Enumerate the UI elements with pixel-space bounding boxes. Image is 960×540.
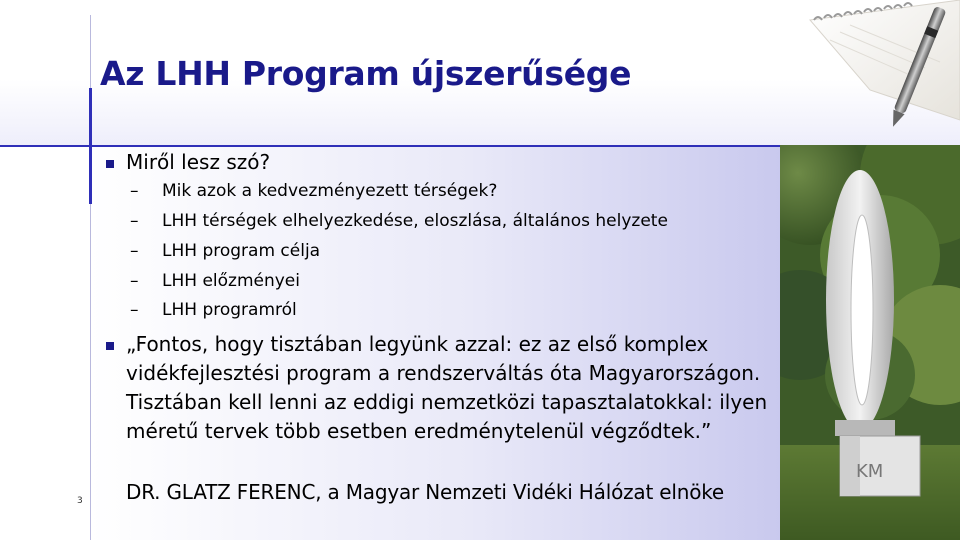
dash-bullet: – [130, 181, 139, 201]
slide-title: Az LHH Program újszerűsége [100, 54, 632, 93]
dash-bullet: – [130, 300, 139, 320]
sculpture-photo [780, 145, 960, 540]
dash-bullet: – [130, 271, 139, 291]
notebook-pen-icon [800, 0, 960, 140]
horizontal-accent-line [0, 145, 780, 147]
sub-item-2: LHH térségek elhelyezkedése, eloszlása, általános helyzete [162, 211, 668, 231]
quote-text: „Fontos, hogy tisztában legyünk azzal: ez az első komplex vidékfejlesztési program a rendszerváltás óta Magyarországon. Tisztában kell lenni az eddigi nemzetközi tapasztalatokkal: ilyen méretű tervek több esetben eredménytelenül végződtek.” [126, 332, 768, 443]
sub-item-1: Mik azok a kedvezményezett térségek? [162, 181, 498, 201]
bullet-item-1: Miről lesz szó? [126, 150, 271, 174]
sculpture-engraving: KM [856, 461, 884, 482]
sub-item-4: LHH előzményei [162, 271, 300, 291]
page-number: 3 [77, 496, 83, 506]
sculpture-icon [780, 145, 960, 540]
sub-item-5: LHH programról [162, 300, 297, 320]
bullet-square-icon [106, 342, 114, 350]
notebook-pen-photo [800, 0, 960, 140]
dash-bullet: – [130, 241, 139, 261]
bullet-square-icon [106, 160, 114, 168]
dash-bullet: – [130, 211, 139, 231]
quote-author: DR. GLATZ FERENC, a Magyar Nemzeti Vidéki Hálózat elnöke [126, 480, 724, 504]
sub-item-3: LHH program célja [162, 241, 321, 261]
